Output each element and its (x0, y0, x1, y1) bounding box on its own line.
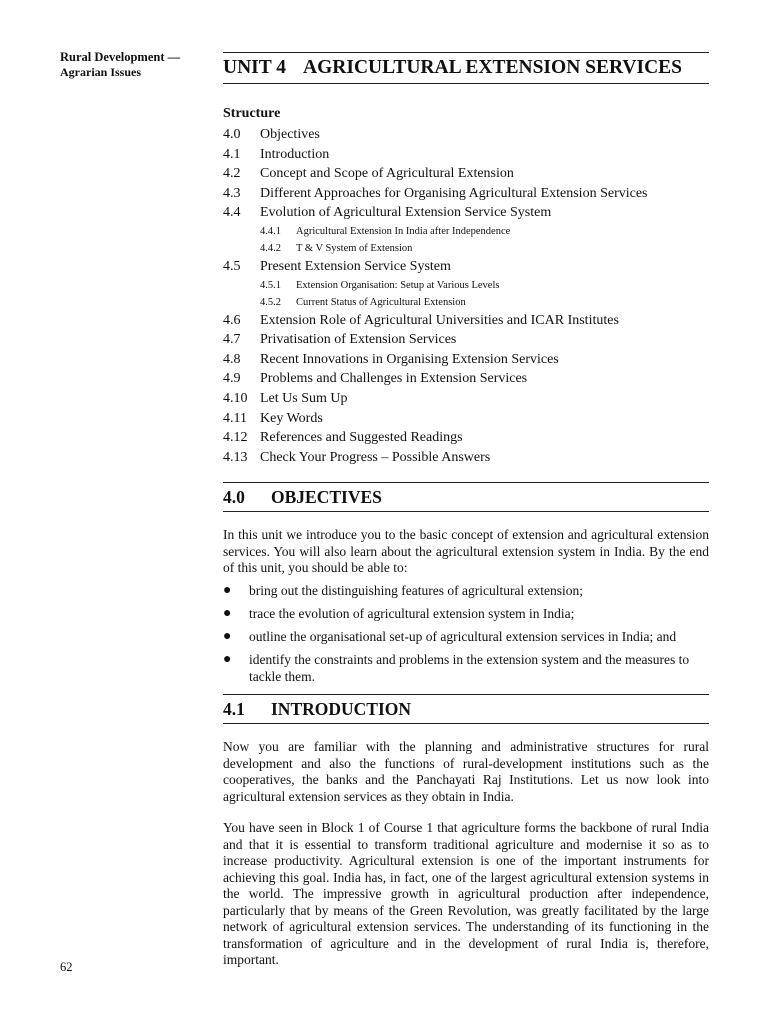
objective-bullet-text: bring out the distinguishing features of agricultural extension; (249, 583, 584, 599)
structure-item-label: Different Approaches for Organising Agricultural Extension Services (260, 185, 648, 201)
structure-subitem-number: 4.5.1 (260, 279, 281, 291)
objectives-title: OBJECTIVES (271, 486, 382, 507)
structure-item (223, 389, 709, 409)
structure-item-label: Recent Innovations in Organising Extension Services (260, 351, 559, 367)
structure-item (223, 330, 709, 350)
structure-item (223, 145, 709, 165)
structure-item-label: References and Suggested Readings (260, 430, 463, 446)
structure-subitem-label: Extension Organisation: Setup at Various Levels (296, 279, 500, 291)
structure-subitem-number: 4.4.1 (260, 225, 281, 237)
structure-item-number: 4.12 (223, 430, 248, 446)
structure-item-number: 4.2 (223, 166, 241, 182)
structure-item-number: 4.3 (223, 185, 241, 201)
structure-item (223, 164, 709, 184)
structure-item (223, 409, 709, 429)
unit-number: UNIT 4 (223, 57, 287, 78)
structure-item-number: 4.13 (223, 449, 248, 465)
introduction-paragraph-2: You have seen in Block 1 of Course 1 that agriculture forms the backbone of rural India and that it is essential to transform traditional agriculture and modernise it so as to increase productivity. Agricultural extension is one of the important instruments for achieving this goal. India has, in fact, one of the largest agricultural extension systems in the world. The impressive growth in agricultural production after independence, particularly that by means of the Green Revolution, was greatly facilitated by the large network of agricultural extension services. The understanding of its functioning in the transformation of agriculture and in the development of rural India is, therefore, important. (223, 820, 709, 968)
structure-item-label: Problems and Challenges in Extension Services (260, 371, 528, 387)
objective-bullet (223, 629, 709, 646)
structure-subitem (223, 294, 709, 311)
structure-item-label: Extension Role of Agricultural Universities and ICAR Institutes (260, 312, 619, 328)
structure-item (223, 448, 709, 468)
structure-subitem-label: T & V System of Extension (296, 242, 413, 254)
structure-item (223, 257, 709, 277)
page-number: 62 (60, 960, 73, 974)
structure-subitem-number: 4.5.2 (260, 296, 281, 308)
structure-item-number: 4.1 (223, 146, 241, 162)
structure-item (223, 311, 709, 331)
structure-item-number: 4.6 (223, 312, 241, 328)
structure-item-label: Check Your Progress – Possible Answers (260, 449, 491, 465)
structure-item-number: 4.8 (223, 351, 241, 367)
structure-subitem (223, 277, 709, 294)
structure-item-number: 4.10 (223, 390, 248, 406)
structure-item (223, 369, 709, 389)
bullet-dot-icon: ● (223, 652, 232, 668)
bullet-dot-icon: ● (223, 583, 232, 599)
introduction-title: INTRODUCTION (271, 698, 412, 719)
structure-item-label: Concept and Scope of Agricultural Extension (260, 166, 514, 182)
structure-subitem (223, 240, 709, 257)
introduction-number: 4.1 (223, 698, 245, 719)
structure-item (223, 203, 709, 223)
structure-item-label: Evolution of Agricultural Extension Service System (260, 205, 552, 221)
structure-subitem (223, 223, 709, 240)
bullet-dot-icon: ● (223, 606, 232, 622)
structure-item-number: 4.4 (223, 205, 241, 221)
structure-item-number: 4.7 (223, 332, 241, 348)
structure-item-number: 4.0 (223, 127, 241, 142)
objectives-bullet-list (223, 583, 709, 685)
structure-item-number: 4.5 (223, 258, 241, 274)
structure-subitem-label: Current Status of Agricultural Extension (296, 296, 466, 308)
structure-item (223, 125, 709, 145)
running-header (60, 50, 210, 80)
objective-bullet (223, 652, 709, 685)
page-body (223, 52, 709, 969)
unit-title-text: AGRICULTURAL EXTENSION SERVICES (303, 57, 683, 78)
structure-subitem-number: 4.4.2 (260, 242, 281, 254)
objective-bullet-text: trace the evolution of agricultural extension system in India; (249, 606, 575, 622)
structure-item (223, 184, 709, 204)
objectives-heading (223, 482, 709, 512)
objective-bullet-text: outline the organisational set-up of agricultural extension services in India; and (249, 629, 677, 645)
objectives-number: 4.0 (223, 486, 245, 507)
unit-title (223, 52, 709, 84)
structure-item-label: Key Words (260, 410, 323, 426)
running-header-line2: Agrarian Issues (60, 65, 142, 79)
structure-item-label: Present Extension Service System (260, 258, 451, 274)
structure-item-label: Privatisation of Extension Services (260, 332, 457, 348)
objective-bullet-text: identify the constraints and problems in the extension system and the measures to tackle them. (249, 652, 690, 684)
objectives-intro: In this unit we introduce you to the basic concept of extension and agricultural extension services. You will also learn about the agricultural extension system in India. By the end of this unit, you should be able to: (223, 527, 709, 576)
structure-item-label: Let Us Sum Up (260, 390, 348, 406)
introduction-paragraph-1: Now you are familiar with the planning and administrative structures for rural development and also the functions of rural-development institutions such as the cooperatives, the banks and the Panchayati Raj Institutions. Let us now look into agricultural extension services as they obtain in India. (223, 739, 709, 804)
objective-bullet (223, 583, 709, 600)
structure-item-label: Objectives (260, 127, 320, 142)
structure-heading: Structure (223, 106, 281, 121)
structure-item (223, 350, 709, 370)
objective-bullet (223, 606, 709, 623)
introduction-heading (223, 694, 709, 724)
structure-item-label: Introduction (260, 146, 330, 162)
structure-list (223, 125, 709, 467)
structure-item-number: 4.11 (223, 410, 247, 426)
bullet-dot-icon: ● (223, 629, 232, 645)
running-header-line1: Rural Development — (60, 50, 181, 64)
structure-item (223, 428, 709, 448)
structure-item-number: 4.9 (223, 371, 241, 387)
structure-subitem-label: Agricultural Extension In India after Independence (296, 225, 511, 237)
